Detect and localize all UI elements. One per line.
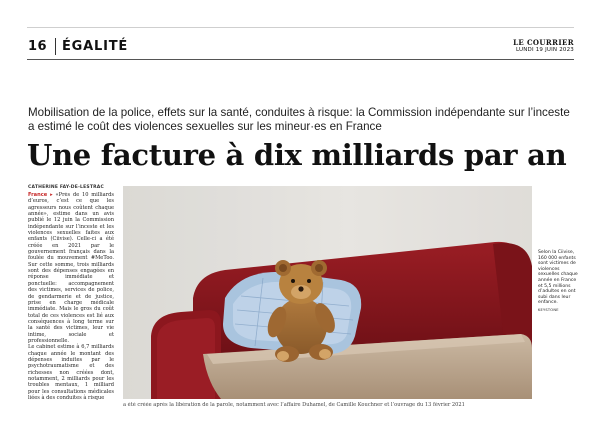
photo-caption (538, 250, 578, 314)
header-top-rule (27, 27, 574, 28)
bottom-article-text: a été créée après la libération de la parole, notamment avec l’affaire Duhamel, de Camille Kouchner et l’ouvrage du 13 février 2021 (123, 402, 465, 408)
article-byline: CATHERINE FAY-DE-LESTRAC (28, 185, 104, 190)
section-divider (55, 38, 56, 55)
issue-date: LUNDI 19 JUIN 2023 (515, 47, 574, 53)
article-paragraph-2: Le cabinet estime à 6,7 milliards chaque année le montant des dépenses induites par le psychotraumatisme et des richesses non créées dont, notamment, 2 milliards pour les troubles mentaux, 1 milliard pour les consultations médicales liées à des conduites à risque (28, 344, 114, 401)
article-photo (123, 186, 532, 399)
photo-credit: KEYSTONE (538, 307, 559, 312)
section-title: ÉGALITÉ (62, 39, 129, 54)
photo-caption-text: Selon la Ciivise, 160 000 enfants sont victimes de violences sexuelles chaque année en France et 5,5 millions d’adultes en ont subi dans leur enfance. (538, 250, 578, 306)
article-kicker: Mobilisation de la police, effets sur la santé, conduites à risque: la Commission indépendante sur l’inceste a estimé le coût des violences sexuelles sur les mineur·es en France (28, 106, 570, 133)
photo-teddy-bear-on-couch (123, 186, 532, 399)
dateline: France ▸ (28, 192, 53, 198)
article-headline: Une facture à dix milliards par an (27, 138, 567, 172)
article-body (28, 192, 114, 402)
page-number: 16 (28, 39, 48, 54)
newspaper-brand: LE COURRIER (513, 38, 574, 47)
header-bottom-rule (27, 59, 574, 60)
article-paragraph-1: «Près de 10 milliards d’euros, c’est ce que les agresseurs nous coûtent chaque année», estime dans un avis publié le 12 juin la Commission indépendante sur l’inceste et les violences sexuelles faites aux enfants (Ciivise). Celle-ci a été créée en 2021 par le gouvernement français dans la foulée du mouvement #MeToo. Sur cette somme, trois milliards sont des dépenses engagées en réponse immédiate et ponctuelle: accompagnement des victimes, services de police, de gendarmerie et de justice, prise en charge médicale immédiate. Mais le gros du coût total de ces violences est lié aux conséquences à long terme sur la santé des victimes, leur vie intime, sociale et professionnelle. (28, 192, 114, 344)
